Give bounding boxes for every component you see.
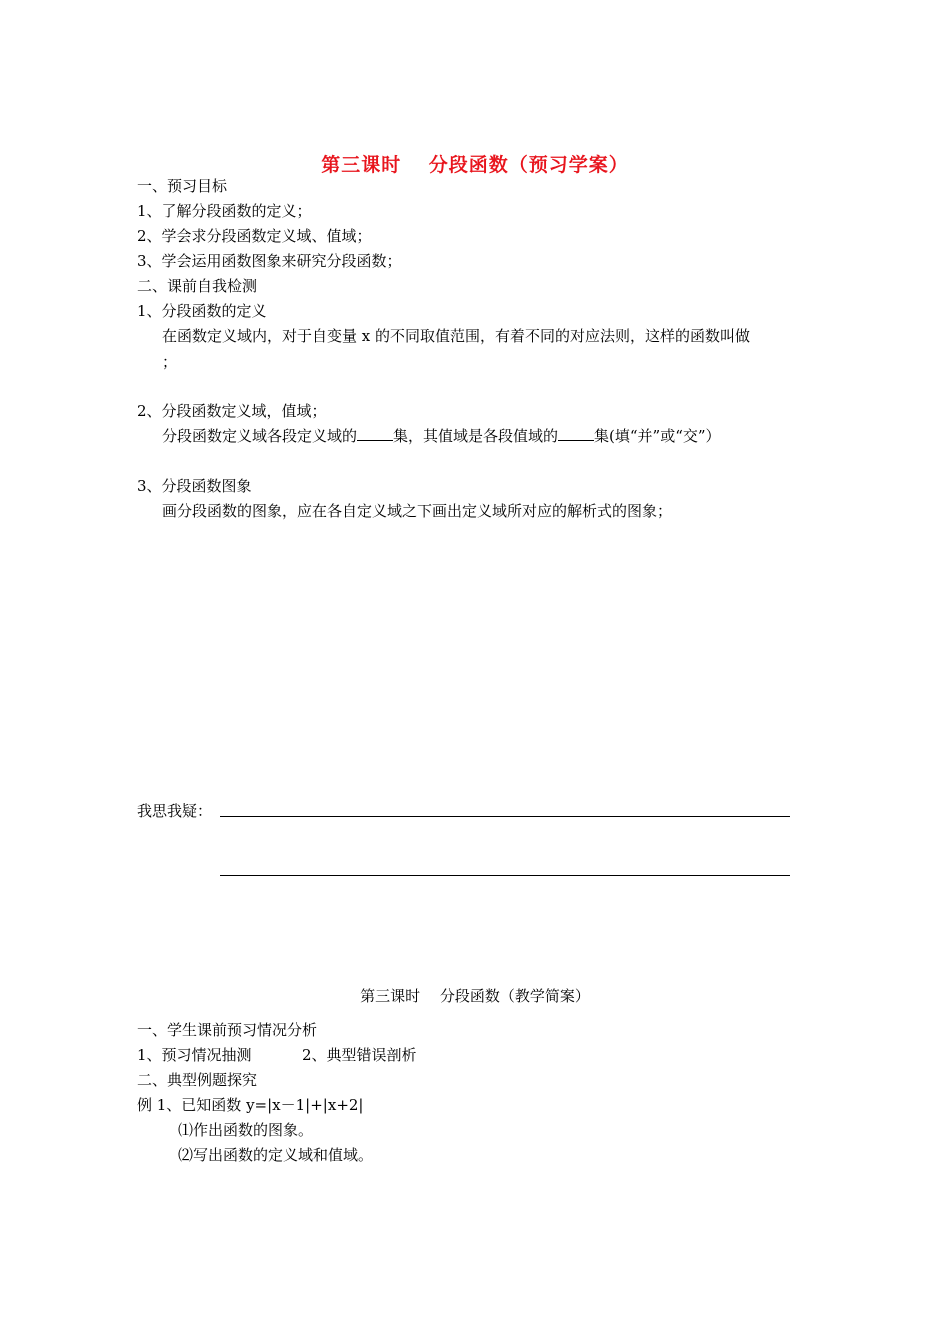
question-title: 2、分段函数定义域，值域； bbox=[137, 402, 327, 420]
example-part: ⑴作出函数的图象。 bbox=[178, 1121, 314, 1139]
reflection-label: 我思我疑： bbox=[137, 802, 213, 820]
section-heading-self-check: 二、课前自我检测 bbox=[137, 277, 258, 295]
list-item: 2、典型错误剖析 bbox=[302, 1046, 417, 1064]
question-text: 集(填“并”或“交”） bbox=[594, 427, 721, 445]
question-title: 3、分段函数图象 bbox=[137, 477, 252, 495]
fill-in-question bbox=[162, 426, 721, 446]
question-title: 1、分段函数的定义 bbox=[137, 302, 267, 320]
goal-item: 3、学会运用函数图象来研究分段函数； bbox=[137, 252, 402, 270]
question-text: 画分段函数的图象，应在各自定义域之下画出定义域所对应的解析式的图象； bbox=[162, 502, 673, 520]
goal-item: 1、了解分段函数的定义； bbox=[137, 202, 312, 220]
question-text: 集，其值域是各段值域的 bbox=[393, 427, 559, 445]
question-text: 分段函数定义域各段定义域的 bbox=[162, 427, 358, 445]
answer-line[interactable] bbox=[220, 816, 790, 817]
page-title: 第三课时 分段函数（预习学案） bbox=[321, 154, 629, 176]
goal-item: 2、学会求分段函数定义域、值域； bbox=[137, 227, 372, 245]
section-heading-preview-analysis: 一、学生课前预习情况分析 bbox=[137, 1021, 318, 1039]
answer-blank[interactable] bbox=[558, 426, 594, 441]
answer-line[interactable] bbox=[220, 875, 790, 876]
section-heading-preview-goals: 一、预习目标 bbox=[137, 177, 228, 195]
example-part: ⑵写出函数的定义域和值域。 bbox=[178, 1146, 374, 1164]
section-title: 第三课时 分段函数（教学简案） bbox=[360, 987, 590, 1005]
section-heading-examples: 二、典型例题探究 bbox=[137, 1071, 258, 1089]
list-item: 1、预习情况抽测 bbox=[137, 1046, 252, 1064]
question-text: 在函数定义域内，对于自变量 x 的不同取值范围，有着不同的对应法则，这样的函数叫做 bbox=[162, 327, 750, 345]
question-text-end: ； bbox=[162, 353, 178, 371]
example-text: 例 1、已知函数 y=|x－1|+|x+2| bbox=[137, 1096, 364, 1114]
answer-blank[interactable] bbox=[357, 426, 393, 441]
